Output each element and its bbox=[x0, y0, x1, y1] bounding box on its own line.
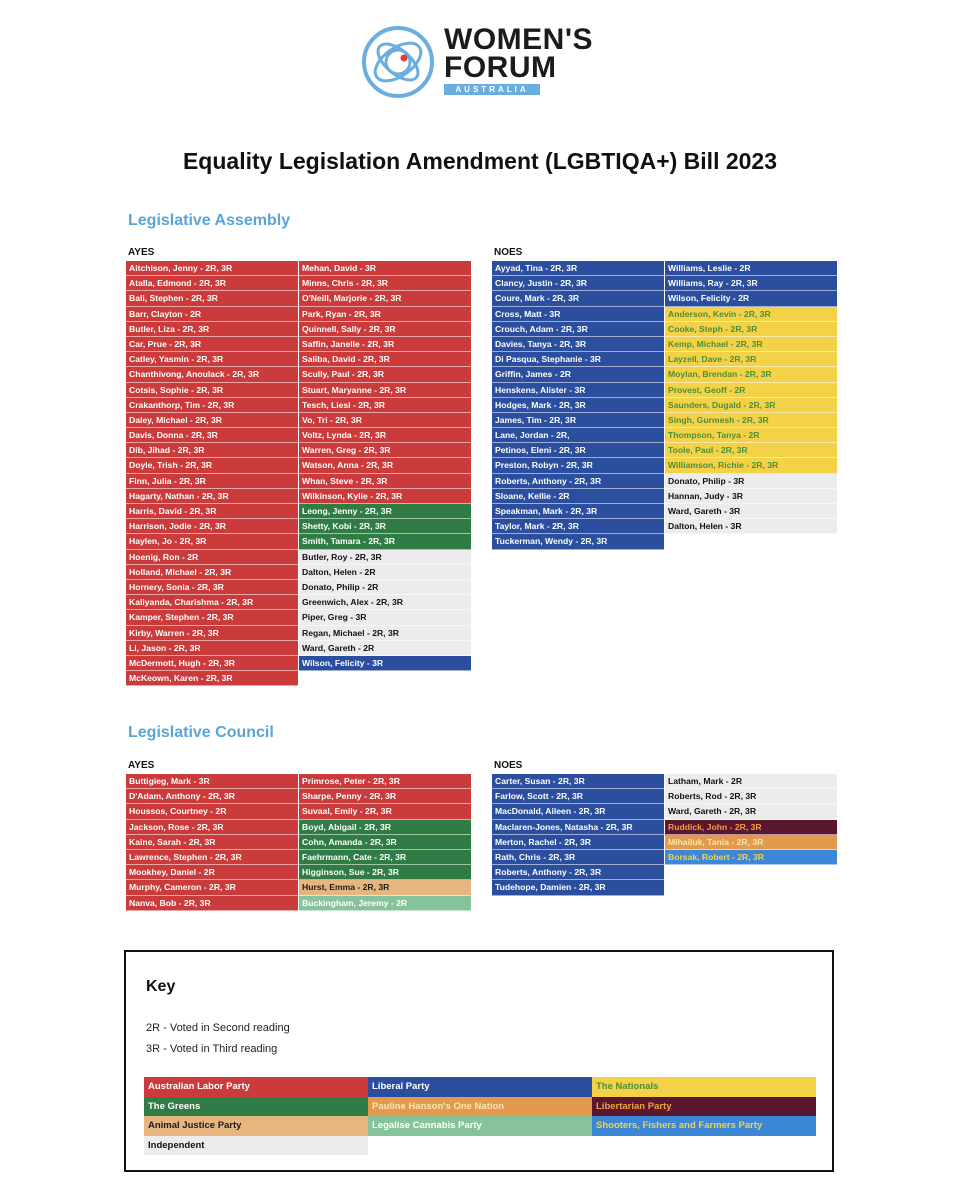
member-cell: Roberts, Anthony - 2R, 3R bbox=[492, 865, 664, 880]
globe-logo-icon bbox=[360, 24, 436, 100]
member-cell: Hodges, Mark - 2R, 3R bbox=[492, 398, 664, 413]
member-cell: Hurst, Emma - 2R, 3R bbox=[299, 880, 471, 895]
member-cell: Clancy, Justin - 2R, 3R bbox=[492, 276, 664, 291]
member-cell: Butler, Liza - 2R, 3R bbox=[126, 322, 298, 337]
assembly-noes-column-1 bbox=[492, 261, 664, 550]
assembly-noes-label: NOES bbox=[494, 247, 523, 258]
member-cell: Boyd, Abigail - 2R, 3R bbox=[299, 820, 471, 835]
member-cell: Henskens, Alister - 3R bbox=[492, 383, 664, 398]
member-cell: Farlow, Scott - 2R, 3R bbox=[492, 789, 664, 804]
legend-ind: Independent bbox=[144, 1136, 368, 1156]
member-cell: Davis, Donna - 2R, 3R bbox=[126, 428, 298, 443]
member-cell: Houssos, Courtney - 2R bbox=[126, 804, 298, 819]
member-cell: Stuart, Maryanne - 2R, 3R bbox=[299, 383, 471, 398]
member-cell: Dalton, Helen - 2R bbox=[299, 565, 471, 580]
member-cell: Mihailuk, Tania - 2R, 3R bbox=[665, 835, 837, 850]
member-cell: Ward, Gareth - 2R bbox=[299, 641, 471, 656]
key-box bbox=[124, 950, 834, 1172]
member-cell: Ward, Gareth - 2R, 3R bbox=[665, 804, 837, 819]
member-cell: Coure, Mark - 2R, 3R bbox=[492, 291, 664, 306]
legend-labor: Australian Labor Party bbox=[144, 1077, 368, 1097]
member-cell: Williamson, Richie - 2R, 3R bbox=[665, 458, 837, 473]
member-cell: Harrison, Jodie - 2R, 3R bbox=[126, 519, 298, 534]
member-cell: Thompson, Tanya - 2R bbox=[665, 428, 837, 443]
member-cell: Williams, Ray - 2R, 3R bbox=[665, 276, 837, 291]
legend-row bbox=[144, 1077, 816, 1097]
legend-liberal: Liberal Party bbox=[368, 1077, 592, 1097]
logo-subtitle: AUSTRALIA bbox=[444, 84, 540, 95]
legend-row bbox=[144, 1136, 816, 1156]
member-cell: Sharpe, Penny - 2R, 3R bbox=[299, 789, 471, 804]
member-cell: Mehan, David - 3R bbox=[299, 261, 471, 276]
member-cell: Tesch, Liesl - 2R, 3R bbox=[299, 398, 471, 413]
legend-row bbox=[144, 1116, 816, 1136]
member-cell: Hannan, Judy - 3R bbox=[665, 489, 837, 504]
member-cell: Crakanthorp, Tim - 2R, 3R bbox=[126, 398, 298, 413]
member-cell: Daley, Michael - 2R, 3R bbox=[126, 413, 298, 428]
member-cell: Lane, Jordan - 2R, bbox=[492, 428, 664, 443]
member-cell: Harris, David - 2R, 3R bbox=[126, 504, 298, 519]
legend-greens: The Greens bbox=[144, 1097, 368, 1117]
member-cell: Voltz, Lynda - 2R, 3R bbox=[299, 428, 471, 443]
member-cell: Atalla, Edmond - 2R, 3R bbox=[126, 276, 298, 291]
member-cell: Dalton, Helen - 3R bbox=[665, 519, 837, 534]
member-cell: Carter, Susan - 2R, 3R bbox=[492, 774, 664, 789]
member-cell: James, Tim - 2R, 3R bbox=[492, 413, 664, 428]
member-cell: Kirby, Warren - 2R, 3R bbox=[126, 626, 298, 641]
member-cell: Haylen, Jo - 2R, 3R bbox=[126, 534, 298, 549]
member-cell: Murphy, Cameron - 2R, 3R bbox=[126, 880, 298, 895]
member-cell: Buttigieg, Mark - 3R bbox=[126, 774, 298, 789]
council-ayes-column-2 bbox=[299, 774, 471, 911]
member-cell: Roberts, Rod - 2R, 3R bbox=[665, 789, 837, 804]
member-cell: Catley, Yasmin - 2R, 3R bbox=[126, 352, 298, 367]
member-cell: Davies, Tanya - 2R, 3R bbox=[492, 337, 664, 352]
member-cell: Wilson, Felicity - 2R bbox=[665, 291, 837, 306]
assembly-ayes-label: AYES bbox=[128, 247, 155, 258]
member-cell: Preston, Robyn - 2R, 3R bbox=[492, 458, 664, 473]
member-cell: Jackson, Rose - 2R, 3R bbox=[126, 820, 298, 835]
member-cell: Ruddick, John - 2R, 3R bbox=[665, 820, 837, 835]
legend-libertarian: Libertarian Party bbox=[592, 1097, 816, 1117]
member-cell: Car, Prue - 2R, 3R bbox=[126, 337, 298, 352]
member-cell: Kaliyanda, Charishma - 2R, 3R bbox=[126, 595, 298, 610]
member-cell: Bali, Stephen - 2R, 3R bbox=[126, 291, 298, 306]
member-cell: Cooke, Steph - 2R, 3R bbox=[665, 322, 837, 337]
legend-ajp: Animal Justice Party bbox=[144, 1116, 368, 1136]
member-cell: Taylor, Mark - 2R, 3R bbox=[492, 519, 664, 534]
member-cell: Piper, Greg - 3R bbox=[299, 610, 471, 625]
member-cell: Speakman, Mark - 2R, 3R bbox=[492, 504, 664, 519]
member-cell: O'Neill, Marjorie - 2R, 3R bbox=[299, 291, 471, 306]
legend-row bbox=[144, 1097, 816, 1117]
party-legend bbox=[144, 1077, 816, 1155]
council-noes-label: NOES bbox=[494, 760, 523, 771]
member-cell: Vo, Tri - 2R, 3R bbox=[299, 413, 471, 428]
member-cell: Hoenig, Ron - 2R bbox=[126, 550, 298, 565]
member-cell: Lawrence, Stephen - 2R, 3R bbox=[126, 850, 298, 865]
council-noes-column-1 bbox=[492, 774, 664, 896]
assembly-ayes-column-2 bbox=[299, 261, 471, 671]
member-cell: Griffin, James - 2R bbox=[492, 367, 664, 382]
member-cell: Greenwich, Alex - 2R, 3R bbox=[299, 595, 471, 610]
member-cell: Moylan, Brendan - 2R, 3R bbox=[665, 367, 837, 382]
member-cell: Kaine, Sarah - 2R, 3R bbox=[126, 835, 298, 850]
member-cell: Faehrmann, Cate - 2R, 3R bbox=[299, 850, 471, 865]
legend-nationals: The Nationals bbox=[592, 1077, 816, 1097]
key-note-third-reading: 3R - Voted in Third reading bbox=[146, 1043, 278, 1055]
member-cell: Layzell, Dave - 2R, 3R bbox=[665, 352, 837, 367]
member-cell: McKeown, Karen - 2R, 3R bbox=[126, 671, 298, 686]
member-cell: Rath, Chris - 2R, 3R bbox=[492, 850, 664, 865]
member-cell: Williams, Leslie - 2R bbox=[665, 261, 837, 276]
member-cell: McDermott, Hugh - 2R, 3R bbox=[126, 656, 298, 671]
member-cell: Li, Jason - 2R, 3R bbox=[126, 641, 298, 656]
council-noes-column-2 bbox=[665, 774, 837, 865]
member-cell: MacDonald, Aileen - 2R, 3R bbox=[492, 804, 664, 819]
member-cell: Toole, Paul - 2R, 3R bbox=[665, 443, 837, 458]
member-cell: Whan, Steve - 2R, 3R bbox=[299, 474, 471, 489]
member-cell: Warren, Greg - 2R, 3R bbox=[299, 443, 471, 458]
member-cell: D'Adam, Anthony - 2R, 3R bbox=[126, 789, 298, 804]
member-cell: Saffin, Janelle - 2R, 3R bbox=[299, 337, 471, 352]
member-cell: Doyle, Trish - 2R, 3R bbox=[126, 458, 298, 473]
member-cell: Park, Ryan - 2R, 3R bbox=[299, 307, 471, 322]
member-cell: Buckingham, Jeremy - 2R bbox=[299, 896, 471, 911]
member-cell: Watson, Anna - 2R, 3R bbox=[299, 458, 471, 473]
assembly-noes-column-2 bbox=[665, 261, 837, 534]
member-cell: Singh, Gurmesh - 2R, 3R bbox=[665, 413, 837, 428]
member-cell: Tuckerman, Wendy - 2R, 3R bbox=[492, 534, 664, 549]
member-cell: Provest, Geoff - 2R bbox=[665, 383, 837, 398]
legend-empty bbox=[368, 1136, 592, 1156]
member-cell: Barr, Clayton - 2R bbox=[126, 307, 298, 322]
member-cell: Latham, Mark - 2R bbox=[665, 774, 837, 789]
logo-line-2: FORUM bbox=[444, 51, 557, 84]
member-cell: Suvaal, Emily - 2R, 3R bbox=[299, 804, 471, 819]
member-cell: Saunders, Dugald - 2R, 3R bbox=[665, 398, 837, 413]
member-cell: Borsak, Robert - 2R, 3R bbox=[665, 850, 837, 865]
member-cell: Chanthivong, Anoulack - 2R, 3R bbox=[126, 367, 298, 382]
member-cell: Higginson, Sue - 2R, 3R bbox=[299, 865, 471, 880]
member-cell: Hagarty, Nathan - 2R, 3R bbox=[126, 489, 298, 504]
logo-line-1: WOMEN'S bbox=[444, 23, 593, 56]
member-cell: Leong, Jenny - 2R, 3R bbox=[299, 504, 471, 519]
council-ayes-label: AYES bbox=[128, 760, 155, 771]
member-cell: Cross, Matt - 3R bbox=[492, 307, 664, 322]
council-ayes-column-1 bbox=[126, 774, 298, 911]
member-cell: Cohn, Amanda - 2R, 3R bbox=[299, 835, 471, 850]
member-cell: Ward, Gareth - 3R bbox=[665, 504, 837, 519]
member-cell: Regan, Michael - 2R, 3R bbox=[299, 626, 471, 641]
member-cell: Butler, Roy - 2R, 3R bbox=[299, 550, 471, 565]
member-cell: Donato, Philip - 2R bbox=[299, 580, 471, 595]
member-cell: Hornery, Sonia - 2R, 3R bbox=[126, 580, 298, 595]
member-cell: Smith, Tamara - 2R, 3R bbox=[299, 534, 471, 549]
page-title: Equality Legislation Amendment (LGBTIQA+) Bill 2023 bbox=[182, 148, 778, 174]
member-cell: Roberts, Anthony - 2R, 3R bbox=[492, 474, 664, 489]
member-cell: Finn, Julia - 2R, 3R bbox=[126, 474, 298, 489]
member-cell: Petinos, Eleni - 2R, 3R bbox=[492, 443, 664, 458]
member-cell: Maclaren-Jones, Natasha - 2R, 3R bbox=[492, 820, 664, 835]
member-cell: Nanva, Bob - 2R, 3R bbox=[126, 896, 298, 911]
member-cell: Dib, Jihad - 2R, 3R bbox=[126, 443, 298, 458]
member-cell: Di Pasqua, Stephanie - 3R bbox=[492, 352, 664, 367]
member-cell: Saliba, David - 2R, 3R bbox=[299, 352, 471, 367]
member-cell: Sloane, Kellie - 2R bbox=[492, 489, 664, 504]
member-cell: Primrose, Peter - 2R, 3R bbox=[299, 774, 471, 789]
member-cell: Shetty, Kobi - 2R, 3R bbox=[299, 519, 471, 534]
assembly-heading: Legislative Assembly bbox=[128, 212, 291, 229]
legend-empty bbox=[592, 1136, 816, 1156]
womens-forum-logo bbox=[360, 24, 620, 104]
key-title: Key bbox=[146, 978, 176, 995]
assembly-ayes-column-1 bbox=[126, 261, 298, 686]
legend-sff: Shooters, Fishers and Farmers Party bbox=[592, 1116, 816, 1136]
member-cell: Holland, Michael - 2R, 3R bbox=[126, 565, 298, 580]
key-note-second-reading: 2R - Voted in Second reading bbox=[146, 1022, 290, 1034]
member-cell: Anderson, Kevin - 2R, 3R bbox=[665, 307, 837, 322]
member-cell: Tudehope, Damien - 2R, 3R bbox=[492, 880, 664, 895]
member-cell: Cotsis, Sophie - 2R, 3R bbox=[126, 383, 298, 398]
member-cell: Wilson, Felicity - 3R bbox=[299, 656, 471, 671]
member-cell: Aitchison, Jenny - 2R, 3R bbox=[126, 261, 298, 276]
member-cell: Mookhey, Daniel - 2R bbox=[126, 865, 298, 880]
member-cell: Ayyad, Tina - 2R, 3R bbox=[492, 261, 664, 276]
member-cell: Minns, Chris - 2R, 3R bbox=[299, 276, 471, 291]
member-cell: Kamper, Stephen - 2R, 3R bbox=[126, 610, 298, 625]
member-cell: Kemp, Michael - 2R, 3R bbox=[665, 337, 837, 352]
legend-onenation: Pauline Hanson's One Nation bbox=[368, 1097, 592, 1117]
member-cell: Crouch, Adam - 2R, 3R bbox=[492, 322, 664, 337]
member-cell: Donato, Philip - 3R bbox=[665, 474, 837, 489]
legend-cannabis: Legalise Cannabis Party bbox=[368, 1116, 592, 1136]
council-heading: Legislative Council bbox=[128, 724, 274, 741]
member-cell: Quinnell, Sally - 2R, 3R bbox=[299, 322, 471, 337]
member-cell: Merton, Rachel - 2R, 3R bbox=[492, 835, 664, 850]
member-cell: Wilkinson, Kylie - 2R, 3R bbox=[299, 489, 471, 504]
member-cell: Scully, Paul - 2R, 3R bbox=[299, 367, 471, 382]
